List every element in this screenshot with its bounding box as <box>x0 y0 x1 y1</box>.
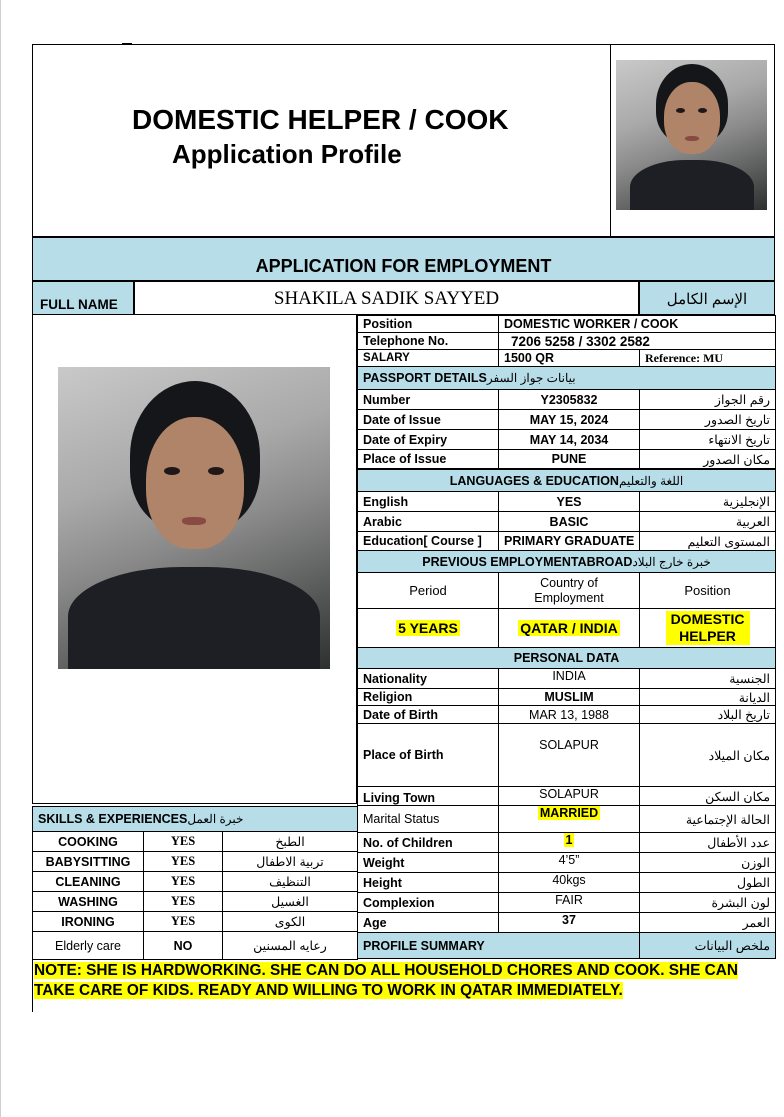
languages-table <box>357 469 776 551</box>
age-label: Age <box>358 913 499 933</box>
children-label-arabic: عدد الأطفال <box>640 833 776 853</box>
skill-cooking-value: YES <box>144 832 223 852</box>
employment-heading-arabic: خبرة خارج البلاد <box>632 554 711 569</box>
marital-value: MARRIED <box>539 806 599 820</box>
place-of-issue-label-arabic: مكان الصدور <box>640 450 776 469</box>
complexion-value: FAIR <box>499 893 640 913</box>
position-label: Position <box>358 316 499 333</box>
height-label: Height <box>358 873 499 893</box>
complexion-label-arabic: لون البشرة <box>640 893 776 913</box>
skill-cleaning-label: CLEANING <box>33 872 144 892</box>
skill-ironing-label: IRONING <box>33 912 144 932</box>
telephone-label: Telephone No. <box>358 333 499 350</box>
telephone-value: 7206 5258 / 3302 2582 <box>499 333 776 350</box>
skill-cooking-label: COOKING <box>33 832 144 852</box>
skill-babysitting-label-arabic: تربية الاطفال <box>223 852 358 872</box>
pob-value: SOLAPUR <box>499 724 640 787</box>
dob-label-arabic: تاريخ البلاد <box>640 706 776 724</box>
skill-washing-label-arabic: الغسيل <box>223 892 358 912</box>
profile-summary-note <box>34 961 774 1001</box>
employment-heading: PREVIOUS EMPLOYMENTABROAD <box>422 554 633 569</box>
full-name-label: FULL NAME <box>32 281 134 315</box>
nationality-label: Nationality <box>358 669 499 689</box>
complexion-label: Complexion <box>358 893 499 913</box>
pob-label: Place of Birth <box>358 724 499 787</box>
position-value: DOMESTIC WORKER / COOK <box>499 316 776 333</box>
skill-elderly-care-label: Elderly care <box>33 932 144 960</box>
passport-number-label: Number <box>358 390 499 410</box>
languages-heading: LANGUAGES & EDUCATION <box>449 473 619 488</box>
personal-table <box>357 647 776 959</box>
education-value: PRIMARY GRADUATE <box>499 532 640 551</box>
salary-value: 1500 QR <box>499 350 640 367</box>
living-town-label: Living Town <box>358 787 499 806</box>
skill-elderly-care-value: NO <box>144 932 223 960</box>
skill-cleaning-label-arabic: التنظيف <box>223 872 358 892</box>
living-town-value: SOLAPUR <box>499 787 640 806</box>
personal-heading: PERSONAL DATA <box>358 648 776 669</box>
employment-position-value: DOMESTIC HELPER <box>666 611 750 645</box>
place-of-issue-value: PUNE <box>499 450 640 469</box>
expiry-date-label-arabic: تاريخ الانتهاء <box>640 430 776 450</box>
passport-number-label-arabic: رقم الجواز <box>640 390 776 410</box>
nationality-value: INDIA <box>499 669 640 689</box>
age-value: 37 <box>499 913 640 933</box>
children-label: No. of Children <box>358 833 499 853</box>
salary-label: SALARY <box>358 350 499 367</box>
height-label-arabic: الطول <box>640 873 776 893</box>
marital-label-arabic: الحالة الإجتماعية <box>640 806 776 833</box>
arabic-label-arabic: العربية <box>640 512 776 532</box>
header-photo <box>616 60 767 210</box>
skill-ironing-value: YES <box>144 912 223 932</box>
english-label-arabic: الإنجليزية <box>640 492 776 512</box>
skill-babysitting-label: BABYSITTING <box>33 852 144 872</box>
languages-heading-arabic: اللغة والتعليم <box>618 473 684 488</box>
document-title: DOMESTIC HELPER / COOK <box>132 104 509 135</box>
summary-heading-arabic: ملخص البيانات <box>640 933 776 959</box>
dob-label: Date of Birth <box>358 706 499 724</box>
job-table <box>357 315 776 367</box>
left-border-line <box>32 960 33 1012</box>
passport-heading-arabic: بيانات جواز السفر <box>486 371 576 385</box>
weight-value: 4’5” <box>499 853 640 873</box>
expiry-date-label: Date of Expiry <box>358 430 499 450</box>
religion-label: Religion <box>358 689 499 706</box>
skill-cooking-label-arabic: الطبخ <box>223 832 358 852</box>
height-value: 40kgs <box>499 873 640 893</box>
skill-ironing-label-arabic: الكوى <box>223 912 358 932</box>
english-label: English <box>358 492 499 512</box>
weight-label-arabic: الوزن <box>640 853 776 873</box>
country-header: Country of Employment <box>499 573 640 609</box>
employment-table <box>357 550 776 648</box>
skill-elderly-care-label-arabic: رعايه المسنين <box>223 932 358 960</box>
dob-value: MAR 13, 1988 <box>499 706 640 724</box>
full-name-value: SHAKILA SADIK SAYYED <box>134 281 639 315</box>
living-town-label-arabic: مكان السكن <box>640 787 776 806</box>
passport-table <box>357 366 776 469</box>
skills-table <box>32 806 358 960</box>
age-label-arabic: العمر <box>640 913 776 933</box>
arabic-value: BASIC <box>499 512 640 532</box>
children-value: 1 <box>565 833 573 847</box>
marital-label: Marital Status <box>358 806 499 833</box>
arabic-label: Arabic <box>358 512 499 532</box>
reference: Reference: MU <box>640 350 776 367</box>
note-line-2: TAKE CARE OF KIDS. READY AND WILLING TO WORK IN QATAR IMMEDIATELY. <box>34 982 623 999</box>
issue-date-label: Date of Issue <box>358 410 499 430</box>
nationality-label-arabic: الجنسية <box>640 669 776 689</box>
page-edge <box>0 0 4 1117</box>
expiry-date-value: MAY 14, 2034 <box>499 430 640 450</box>
summary-heading: PROFILE SUMMARY <box>358 933 640 959</box>
full-name-label-arabic: الإسم الكامل <box>639 281 775 315</box>
document-subtitle: Application Profile <box>172 139 402 169</box>
skill-washing-label: WASHING <box>33 892 144 912</box>
education-label-arabic: المستوى التعليم <box>640 532 776 551</box>
weight-label: Weight <box>358 853 499 873</box>
place-of-issue-label: Place of Issue <box>358 450 499 469</box>
issue-date-label-arabic: تاريخ الصدور <box>640 410 776 430</box>
passport-heading: PASSPORT DETAILS <box>363 371 487 385</box>
applicant-photo <box>58 367 330 669</box>
skill-washing-value: YES <box>144 892 223 912</box>
passport-number-value: Y2305832 <box>499 390 640 410</box>
religion-label-arabic: الديانة <box>640 689 776 706</box>
issue-date-value: MAY 15, 2024 <box>499 410 640 430</box>
period-value: 5 YEARS <box>398 620 458 636</box>
period-header: Period <box>358 573 499 609</box>
religion-value: MUSLIM <box>499 689 640 706</box>
country-value: QATAR / INDIA <box>520 620 618 636</box>
pob-label-arabic: مكان الميلاد <box>640 724 776 787</box>
skills-heading-arabic: خبرة العمل <box>187 812 244 826</box>
education-label: Education[ Course ] <box>358 532 499 551</box>
skill-babysitting-value: YES <box>144 852 223 872</box>
section-banner-title: APPLICATION FOR EMPLOYMENT <box>255 256 552 276</box>
skill-cleaning-value: YES <box>144 872 223 892</box>
note-line-1: NOTE: SHE IS HARDWORKING. SHE CAN DO ALL HOUSEHOLD CHORES AND COOK. SHE CAN <box>34 962 739 979</box>
skills-heading: SKILLS & EXPERIENCES <box>38 812 188 826</box>
position-header: Position <box>640 573 776 609</box>
english-value: YES <box>499 492 640 512</box>
